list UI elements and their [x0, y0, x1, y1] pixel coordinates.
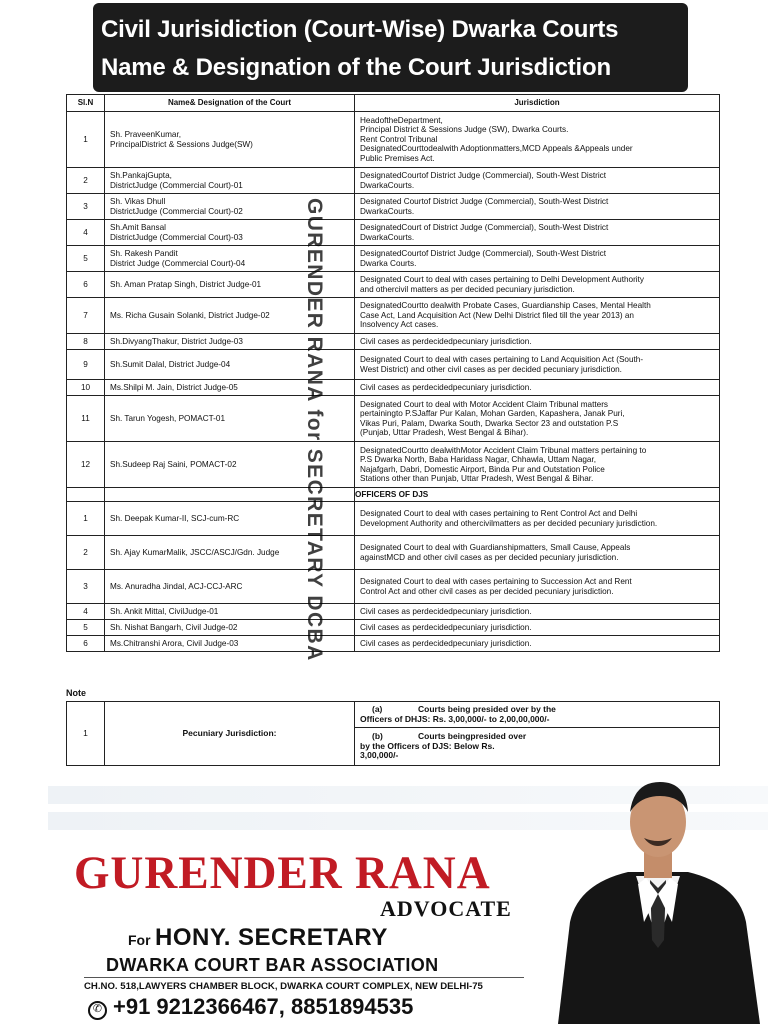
- advocate-name: GURENDER RANA: [74, 847, 491, 899]
- note-item-a: [355, 702, 720, 728]
- row-court-name: [105, 570, 355, 604]
- row-sl: 5: [67, 246, 105, 272]
- jurisdiction-line: Insolvency Act cases.: [360, 320, 439, 330]
- jurisdiction-line: Vikas Puri, Palam, Dwarka South, Dwarka Sector 23 and outstation P.S: [360, 418, 619, 428]
- court-name-line: Sh. Rakesh Pandit: [110, 249, 178, 259]
- jurisdiction-line: Civil cases as perdecidedpecuniary jurisdiction.: [360, 638, 532, 648]
- jurisdiction-table: [66, 94, 720, 662]
- jurisdiction-line: againstMCD and other civil cases as per decided pecuniary jurisdiction.: [360, 552, 619, 562]
- jurisdiction-line: Designated Courtof District Judge (Commercial), South-West District: [360, 197, 609, 207]
- table-row: [67, 502, 720, 536]
- row-sl: 5: [67, 620, 105, 636]
- row-jurisdiction: [355, 604, 720, 620]
- court-name-line: Sh.DivyangThakur, District Judge-03: [110, 336, 243, 346]
- table-row: [67, 570, 720, 604]
- post-line: [128, 924, 388, 952]
- row-court-name: [105, 536, 355, 570]
- row-court-name: [105, 112, 355, 168]
- officers-title: OFFICERS OF DJS: [355, 488, 720, 502]
- vertical-watermark: GURENDER RANA for SECRETARY DCBA: [303, 198, 326, 662]
- note-item-b: [355, 728, 720, 766]
- jurisdiction-line: DwarkaCourts.: [360, 232, 415, 242]
- court-designation-line: District Judge (Commercial Court)-04: [110, 258, 246, 268]
- court-name-line: Ms. Richa Gusain Solanki, District Judge-02: [110, 310, 270, 320]
- table-row: [67, 604, 720, 620]
- row-court-name: [105, 220, 355, 246]
- col-header-name: Name& Designation of the Court: [105, 95, 355, 112]
- row-sl: 7: [67, 298, 105, 334]
- advocate-banner: [48, 772, 768, 1024]
- row-sl: 4: [67, 220, 105, 246]
- row-court-name: [105, 380, 355, 396]
- divider: [84, 977, 524, 978]
- note-a-title: Courts being presided over by the: [418, 703, 556, 714]
- court-name-line: Sh.PankajGupta,: [110, 171, 172, 181]
- jurisdiction-line: Public Premises Act.: [360, 153, 435, 163]
- jurisdiction-line: Civil cases as perdecidedpecuniary jurisdiction.: [360, 336, 532, 346]
- note-b-text1: by the Officers of DJS: Below Rs.: [360, 740, 495, 751]
- table-row: [67, 380, 720, 396]
- table-row: [67, 272, 720, 298]
- row-court-name: [105, 298, 355, 334]
- row-jurisdiction: [355, 272, 720, 298]
- row-sl: 6: [67, 636, 105, 652]
- row-jurisdiction: [355, 112, 720, 168]
- court-name-line: Ms.Shilpi M. Jain, District Judge-05: [110, 382, 238, 392]
- court-name-line: Sh. Vikas Dhull: [110, 197, 166, 207]
- note-table: [66, 701, 720, 766]
- court-name-line: Sh. Deepak Kumar-II, SCJ-cum-RC: [110, 513, 240, 523]
- jurisdiction-line: Principal District & Sessions Judge (SW), Dwarka Courts.: [360, 125, 569, 135]
- row-sl: 2: [67, 168, 105, 194]
- post-title: HONY. SECRETARY: [155, 924, 388, 951]
- row-sl: 9: [67, 350, 105, 380]
- phone-numbers: +91 9212366467, 8851894535: [113, 994, 414, 1019]
- jurisdiction-line: DesignatedCourtto dealwithMotor Accident Claim Tribunal matters pertaining to: [360, 445, 647, 455]
- court-name-line: Ms.Chitranshi Arora, Civil Judge-03: [110, 638, 239, 648]
- row-jurisdiction: [355, 442, 720, 488]
- table-row: [67, 636, 720, 652]
- advocate-portrait: [548, 772, 768, 1024]
- jurisdiction-line: Designated Court to deal with cases pertaining to Succession Act and Rent: [360, 577, 632, 587]
- row-jurisdiction: [355, 194, 720, 220]
- court-designation-line: DistrictJudge (Commercial Court)-03: [110, 232, 243, 242]
- jurisdiction-line: Designated Court to deal with Guardianshipmatters, Small Cause, Appeals: [360, 543, 631, 553]
- note-b-title: Courts beingpresided over: [418, 730, 527, 741]
- note-a-tag: (a): [372, 703, 383, 714]
- jurisdiction-line: DesignatedCourtof District Judge (Commercial), South-West District: [360, 171, 607, 181]
- row-sl: 10: [67, 380, 105, 396]
- header-title: Civil Jurisidiction (Court-Wise) Dwarka Courts: [101, 16, 619, 43]
- jurisdiction-line: West District) and other civil cases as per decided pecuniary jurisdiction.: [360, 364, 622, 374]
- note-b-tag: (b): [372, 730, 383, 741]
- table-header-row: [67, 95, 720, 112]
- page-header: [93, 3, 688, 92]
- djs-rows: [67, 502, 720, 652]
- court-name-line: Sh. Aman Pratap Singh, District Judge-01: [110, 279, 262, 289]
- row-court-name: [105, 604, 355, 620]
- col-header-jurisdiction: Jurisdiction: [355, 95, 720, 112]
- jurisdiction-line: (Punjab, Uttar Pradesh, West Bengal & Bihar).: [360, 427, 529, 437]
- court-name-line: Sh. PraveenKumar,: [110, 130, 181, 140]
- note-title: Pecuniary Jurisdiction:: [105, 702, 355, 766]
- jurisdiction-line: Designated Court to deal with cases pertaining to Rent Control Act and Delhi: [360, 509, 638, 519]
- row-sl: 12: [67, 442, 105, 488]
- court-name-line: Sh.Sumit Dalal, District Judge-04: [110, 359, 231, 369]
- row-jurisdiction: [355, 502, 720, 536]
- row-sl: 1: [67, 112, 105, 168]
- row-jurisdiction: [355, 246, 720, 272]
- phone-icon: ✆: [88, 1001, 107, 1020]
- address: CH.NO. 518,LAWYERS CHAMBER BLOCK, DWARKA COURT COMPLEX, NEW DELHI-75: [84, 981, 483, 992]
- row-court-name: [105, 620, 355, 636]
- row-court-name: [105, 442, 355, 488]
- row-sl: 4: [67, 604, 105, 620]
- row-court-name: [105, 168, 355, 194]
- court-name-line: Ms. Anuradha Jindal, ACJ-CCJ-ARC: [110, 581, 243, 591]
- court-name-line: Sh. Ankit Mittal, CivilJudge-01: [110, 606, 219, 616]
- jurisdiction-line: DesignatedCourt of District Judge (Commercial), South-West District: [360, 223, 609, 233]
- row-court-name: [105, 194, 355, 220]
- note-label: Note: [66, 688, 86, 698]
- note-a-text: Officers of DHJS: Rs. 3,00,000/- to 2,00,00,000/-: [360, 713, 550, 724]
- court-designation-line: DistrictJudge (Commercial Court)-02: [110, 206, 243, 216]
- row-court-name: [105, 636, 355, 652]
- court-name-line: Sh.Sudeep Raj Saini, POMACT-02: [110, 459, 237, 469]
- association-name: DWARKA COURT BAR ASSOCIATION: [106, 955, 439, 975]
- officers-section: [67, 488, 720, 502]
- jurisdiction-line: DesignatedCourttodealwith Adoptionmatters,MCD Appeals &Appeals under: [360, 144, 633, 154]
- row-court-name: [105, 396, 355, 442]
- officers-blank: [67, 488, 105, 502]
- court-name-line: Sh. Tarun Yogesh, POMACT-01: [110, 413, 225, 423]
- jurisdiction-line: Civil cases as perdecidedpecuniary jurisdiction.: [360, 606, 532, 616]
- row-sl: 3: [67, 570, 105, 604]
- jurisdiction-line: Rent Control Tribunal: [360, 134, 438, 144]
- row-sl: 11: [67, 396, 105, 442]
- table-row: [67, 536, 720, 570]
- header-subtitle: Name & Designation of the Court Jurisdiction: [101, 54, 611, 81]
- row-sl: 3: [67, 194, 105, 220]
- row-jurisdiction: [355, 570, 720, 604]
- row-jurisdiction: [355, 350, 720, 380]
- table-row: [67, 442, 720, 488]
- row-jurisdiction: [355, 298, 720, 334]
- row-sl: 1: [67, 502, 105, 536]
- court-name-line: Sh. Ajay KumarMalik, JSCC/ASCJ/Gdn. Judge: [110, 547, 280, 557]
- row-court-name: [105, 350, 355, 380]
- jurisdiction-line: Designated Court to deal with Motor Accident Claim Tribunal matters: [360, 399, 609, 409]
- officers-header-row: [67, 488, 720, 502]
- phone-line: [88, 994, 413, 1020]
- table-row: [67, 220, 720, 246]
- court-designation-line: DistrictJudge (Commercial Court)-01: [110, 180, 243, 190]
- table-row: [67, 168, 720, 194]
- row-jurisdiction: [355, 536, 720, 570]
- row-jurisdiction: [355, 620, 720, 636]
- court-designation-line: PrincipalDistrict & Sessions Judge(SW): [110, 139, 253, 149]
- table-row: [67, 246, 720, 272]
- for-label: For: [128, 932, 151, 948]
- table-row: [67, 194, 720, 220]
- jurisdiction-line: Stations other than Punjab, Uttar Pradesh, West Bengal & Bihar.: [360, 473, 594, 483]
- table-row: [67, 112, 720, 168]
- jurisdiction-line: DesignatedCourtto dealwith Probate Cases, Guardianship Cases, Mental Health: [360, 301, 651, 311]
- table-row: [67, 334, 720, 350]
- jurisdiction-line: Najafgarh, Dabri, Domestic Airport, Binda Pur and Outstation Police: [360, 464, 605, 474]
- jurisdiction-line: DesignatedCourtof District Judge (Commercial), South-West District: [360, 249, 607, 259]
- col-header-sl: Sl.N: [67, 95, 105, 112]
- jurisdiction-line: Case Act, Land Acquisition Act (New Delhi District filed till the year 2013) an: [360, 310, 634, 320]
- row-jurisdiction: [355, 636, 720, 652]
- jurisdiction-line: pertainingto P.SJaffar Pur Kalan, Mohan Garden, Kapashera, Janak Puri,: [360, 409, 625, 419]
- table-row: [67, 620, 720, 636]
- jurisdiction-line: Control Act and other civil cases as per decided pecuniary jurisdiction.: [360, 586, 614, 596]
- row-court-name: [105, 502, 355, 536]
- row-jurisdiction: [355, 220, 720, 246]
- jurisdiction-line: P.S Dwarka North, Baba Haridass Nagar, Chhawla, Uttam Nagar,: [360, 455, 597, 465]
- officers-blank: [105, 488, 355, 502]
- jurisdiction-line: Civil cases as perdecidedpecuniary jurisdiction.: [360, 382, 532, 392]
- row-sl: 2: [67, 536, 105, 570]
- advocate-profession: ADVOCATE: [380, 896, 512, 921]
- row-sl: 8: [67, 334, 105, 350]
- table-row: [67, 350, 720, 380]
- row-jurisdiction: [355, 334, 720, 350]
- row-court-name: [105, 246, 355, 272]
- note-sl: 1: [67, 702, 105, 766]
- row-jurisdiction: [355, 168, 720, 194]
- court-name-line: Sh. Nishat Bangarh, Civil Judge-02: [110, 622, 238, 632]
- row-sl: 6: [67, 272, 105, 298]
- jurisdiction-line: Designated Court to deal with cases pertaining to Delhi Development Authority: [360, 275, 644, 285]
- jurisdiction-line: Designated Court to deal with cases pertaining to Land Acquisition Act (South-: [360, 355, 644, 365]
- row-jurisdiction: [355, 396, 720, 442]
- table-row: [67, 396, 720, 442]
- jurisdiction-line: DwarkaCourts.: [360, 206, 415, 216]
- row-court-name: [105, 272, 355, 298]
- court-name-line: Sh.Amit Bansal: [110, 223, 166, 233]
- jurisdiction-line: DwarkaCourts.: [360, 180, 415, 190]
- table-row: [67, 298, 720, 334]
- jurisdiction-line: Dwarka Courts.: [360, 258, 417, 268]
- note-b-text2: 3,00,000/-: [360, 750, 399, 761]
- jurisdiction-line: HeadoftheDepartment,: [360, 115, 443, 125]
- jurisdiction-line: and othercivil matters as per decided pecuniary jurisdiction.: [360, 284, 575, 294]
- row-jurisdiction: [355, 380, 720, 396]
- row-court-name: [105, 334, 355, 350]
- jurisdiction-line: Development Authority and othercivilmatters as per decided pecuniary jurisdiction.: [360, 518, 658, 528]
- jurisdiction-line: Civil cases as perdecidedpecuniary jurisdiction.: [360, 622, 532, 632]
